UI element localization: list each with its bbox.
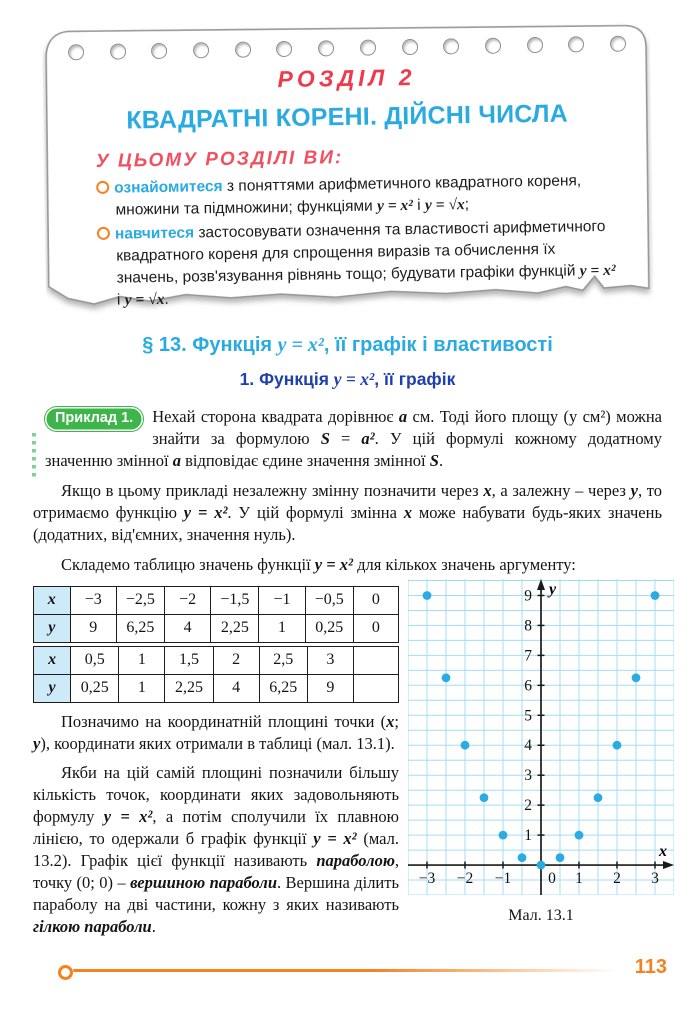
text-segment: , її графік — [374, 369, 456, 389]
y-tick-label: 8 — [524, 616, 532, 634]
punched-hole-icon — [485, 38, 501, 54]
text-segment: = — [329, 428, 362, 448]
punched-hole-icon — [193, 42, 209, 58]
text-segment: y = x² — [376, 196, 414, 215]
paragraph — [33, 480, 662, 546]
figure-caption: Мал. 13.1 — [508, 906, 574, 924]
text-segment: Якщо в цьому прикладі незалежну змінну позначити через — [61, 480, 484, 500]
y-tick-label: 2 — [524, 796, 532, 814]
data-point — [423, 591, 432, 600]
text-segment: . — [438, 450, 444, 470]
table-cell: −3 — [70, 586, 116, 614]
data-point — [594, 793, 603, 802]
text-segment: 1. Функція — [239, 369, 334, 389]
left-column — [33, 583, 399, 938]
text-segment: , а залежну – через — [491, 480, 631, 500]
tick-labels — [419, 587, 659, 887]
text-segment: . У цій формулі змінна — [227, 502, 404, 522]
text-segment: . Вершина ділить параболу на дві частини, кожну з яких називають — [33, 873, 400, 915]
text-segment: , а потім сполучили їх плавною лінією, то одержали б графік функції — [33, 807, 399, 849]
punched-hole-icon — [401, 39, 417, 55]
table-cell: 0,25 — [71, 674, 119, 702]
table-cell: 0,25 — [305, 614, 353, 642]
x-axis-arrow-icon — [663, 861, 674, 869]
text-segment: гілкою параболи — [33, 917, 152, 936]
text-segment: і — [412, 196, 426, 214]
text-segment: . — [164, 290, 169, 308]
x-tick-label: −3 — [418, 869, 436, 887]
table-cell: 1 — [259, 614, 305, 642]
text-segment: x — [403, 502, 413, 522]
x-tick-label: 1 — [575, 869, 583, 887]
bullet-circle-icon — [97, 227, 110, 240]
y-tick-label: 4 — [524, 736, 532, 754]
table-cell: 2,5 — [259, 646, 307, 674]
text-segment: Складемо таблицю значень функції — [61, 554, 315, 574]
text-segment: a — [172, 450, 181, 470]
text-segment: y = x² — [579, 261, 616, 280]
bullet-circle-icon — [96, 181, 109, 194]
table-cell: 1,5 — [165, 646, 213, 674]
text-segment: , то отримаємо функцію — [33, 480, 662, 522]
table-cell: 6,25 — [116, 614, 164, 642]
x-tick-label: 3 — [651, 869, 659, 887]
table-cell: 0 — [353, 614, 398, 642]
example-block — [45, 406, 662, 472]
punched-hole-icon — [235, 42, 251, 58]
chapter-intro-heading: У ЦЬОМУ РОЗДІЛІ ВИ: — [95, 147, 344, 172]
text-segment: x — [483, 480, 492, 500]
data-point — [461, 740, 470, 749]
data-point — [518, 853, 527, 862]
data-point — [442, 673, 451, 682]
footer-ring-icon — [58, 965, 73, 980]
text-segment: Позначимо на координатній площині точки ( — [61, 711, 387, 731]
text-segment: ; — [394, 711, 399, 731]
punched-hole-icon — [443, 38, 459, 54]
chart-svg — [408, 579, 674, 895]
y-axis-label: y — [549, 580, 557, 598]
table-cell: 4 — [164, 614, 210, 642]
table-row-header: x — [34, 586, 71, 614]
text-segment: Якби на цій самій площині позначили більшу кількість точок, координати яких задовольняють формулу — [33, 763, 399, 827]
coordinate-plane-chart — [403, 579, 679, 900]
table-cell: 1 — [119, 646, 165, 674]
paragraph — [33, 711, 399, 755]
text-segment: застосовувати означення та властивості арифметичного квадратного кореня для спрощення виразів та обчислення їх значень, розв'язування рівнянь тощо; будувати графіки функцій — [116, 217, 606, 287]
data-point — [537, 860, 546, 869]
paragraph — [33, 762, 399, 938]
punched-hole-icon — [276, 41, 292, 57]
text-segment: y = x² — [333, 369, 375, 389]
table-cell: −1 — [259, 586, 305, 614]
text-segment: y = √x — [424, 196, 465, 214]
text-segment: y — [630, 480, 638, 500]
axes — [408, 580, 671, 895]
data-point — [575, 830, 584, 839]
text-segment: ; — [464, 196, 470, 214]
table-cell: −1,5 — [211, 586, 259, 614]
goal-item — [97, 216, 620, 312]
x-axis-label: x — [659, 842, 667, 860]
table-cell: 2,25 — [165, 674, 213, 702]
text-segment: S — [320, 428, 330, 448]
punched-hole-icon — [610, 36, 626, 52]
table-cell: 2 — [213, 646, 259, 674]
punched-hole-icon — [526, 37, 542, 53]
text-segment: см. Тоді його площу (у см²) можна знайти за формулою — [152, 407, 662, 448]
table-row-header: y — [34, 614, 71, 642]
punched-hole-icon — [151, 43, 167, 59]
y-tick-label: 7 — [524, 646, 532, 664]
data-point — [556, 853, 565, 862]
data-point — [651, 591, 660, 600]
goal-text — [114, 172, 581, 218]
chapter-label: РОЗДІЛ 2 — [277, 63, 416, 93]
table-cell: 3 — [307, 646, 353, 674]
values-table-bottom — [33, 646, 399, 703]
y-tick-label: 1 — [524, 826, 532, 844]
x-tick-label: −2 — [456, 869, 474, 887]
section-title — [33, 334, 662, 357]
table-row — [34, 614, 399, 642]
table-cell: 0 — [353, 586, 398, 614]
text-segment: параболою — [316, 851, 395, 871]
y-tick-label: 6 — [524, 676, 532, 694]
punched-hole-icon — [568, 36, 584, 52]
table-cell: −0,5 — [305, 586, 353, 614]
y-tick-label: 3 — [524, 766, 532, 784]
text-segment: S — [429, 450, 439, 470]
text-segment: y = x² — [103, 807, 153, 827]
text-segment: відповідає єдине значення змінної — [180, 450, 430, 470]
text-segment: y = x² — [277, 334, 324, 356]
text-segment: y = x² — [313, 829, 357, 849]
table-cell: −2 — [164, 586, 210, 614]
text-segment: навчитеся — [114, 224, 195, 243]
punched-hole-icon — [68, 44, 84, 60]
values-table-top — [33, 586, 399, 643]
table-cell: 1 — [119, 674, 165, 702]
text-segment: , точку (0; 0) – — [33, 851, 399, 893]
table-row — [34, 646, 399, 674]
text-segment: (мал. 13.2). Графік цієї функції називають — [33, 829, 399, 871]
paragraph — [33, 554, 662, 576]
table-cell — [353, 646, 398, 674]
table-and-figure-row — [33, 580, 667, 938]
table-cell: −2,5 — [116, 586, 164, 614]
table-row-header: x — [34, 646, 71, 674]
text-segment: y — [33, 733, 41, 753]
page-number: 113 — [634, 956, 667, 978]
text-segment: вершиною параболи — [130, 873, 278, 893]
text-segment: y = x² — [183, 502, 228, 522]
text-segment: y = √x — [124, 290, 165, 309]
text-segment: ), координати яких отримали в таблиці (мал. 13.1). — [40, 733, 395, 753]
text-segment: для кількох значень аргументу: — [352, 554, 576, 574]
data-point — [632, 673, 641, 682]
data-point — [480, 793, 489, 802]
text-segment: може набувати будь-яких значень (додатних, від'ємних, значення нуль). — [33, 502, 662, 544]
text-segment: x — [386, 711, 395, 731]
text-segment: § 13. Функція — [142, 334, 278, 356]
table-cell — [353, 674, 398, 702]
punched-hole-icon — [318, 40, 334, 56]
y-tick-label: 5 — [524, 706, 532, 724]
goal-item — [96, 170, 619, 222]
x-tick-label: 2 — [613, 869, 621, 887]
text-segment: і — [116, 291, 125, 309]
table-cell: 6,25 — [259, 674, 307, 702]
figure-column — [403, 579, 679, 925]
punched-holes-row — [42, 19, 650, 61]
text-segment: . — [151, 917, 156, 936]
table-cell: 9 — [70, 614, 116, 642]
text-segment: y = x² — [314, 554, 353, 574]
chapter-title: КВАДРАТНІ КОРЕНІ. ДІЙСНІ ЧИСЛА — [126, 99, 569, 135]
punched-hole-icon — [360, 40, 376, 56]
table-cell: 0,5 — [71, 646, 119, 674]
text-segment: a — [398, 407, 408, 426]
table-cell: 9 — [307, 674, 353, 702]
goal-text — [115, 218, 616, 309]
table-cell: 2,25 — [211, 614, 259, 642]
footer-rule — [73, 969, 618, 972]
x-tick-label: −1 — [494, 869, 512, 887]
table-row-header: y — [34, 674, 71, 702]
table-cell: 4 — [213, 674, 259, 702]
text-segment: , її графік і властивості — [323, 334, 553, 356]
example-label-badge: Приклад 1. — [45, 407, 143, 431]
chapter-goals-list — [96, 170, 620, 312]
punched-hole-icon — [110, 43, 126, 59]
text-segment: a² — [361, 428, 375, 448]
text-segment: ознайомитеся — [114, 177, 223, 197]
x-tick-label: 0 — [548, 869, 556, 887]
page-content — [0, 330, 695, 938]
data-point — [613, 740, 622, 749]
y-tick-label: 9 — [524, 587, 532, 605]
data-point — [499, 830, 508, 839]
chapter-note-card — [42, 19, 655, 325]
text-segment: Нехай сторона квадрата дорівнює — [152, 407, 399, 426]
table-row — [34, 586, 399, 614]
text-segment: з поняттями арифметичного квадратного кореня, множини та підмножини; функціями — [115, 172, 582, 219]
table-row — [34, 674, 399, 702]
section-subtitle — [33, 369, 662, 390]
text-segment: . У цій формулі кожному додатному значенню змінної — [45, 428, 662, 470]
